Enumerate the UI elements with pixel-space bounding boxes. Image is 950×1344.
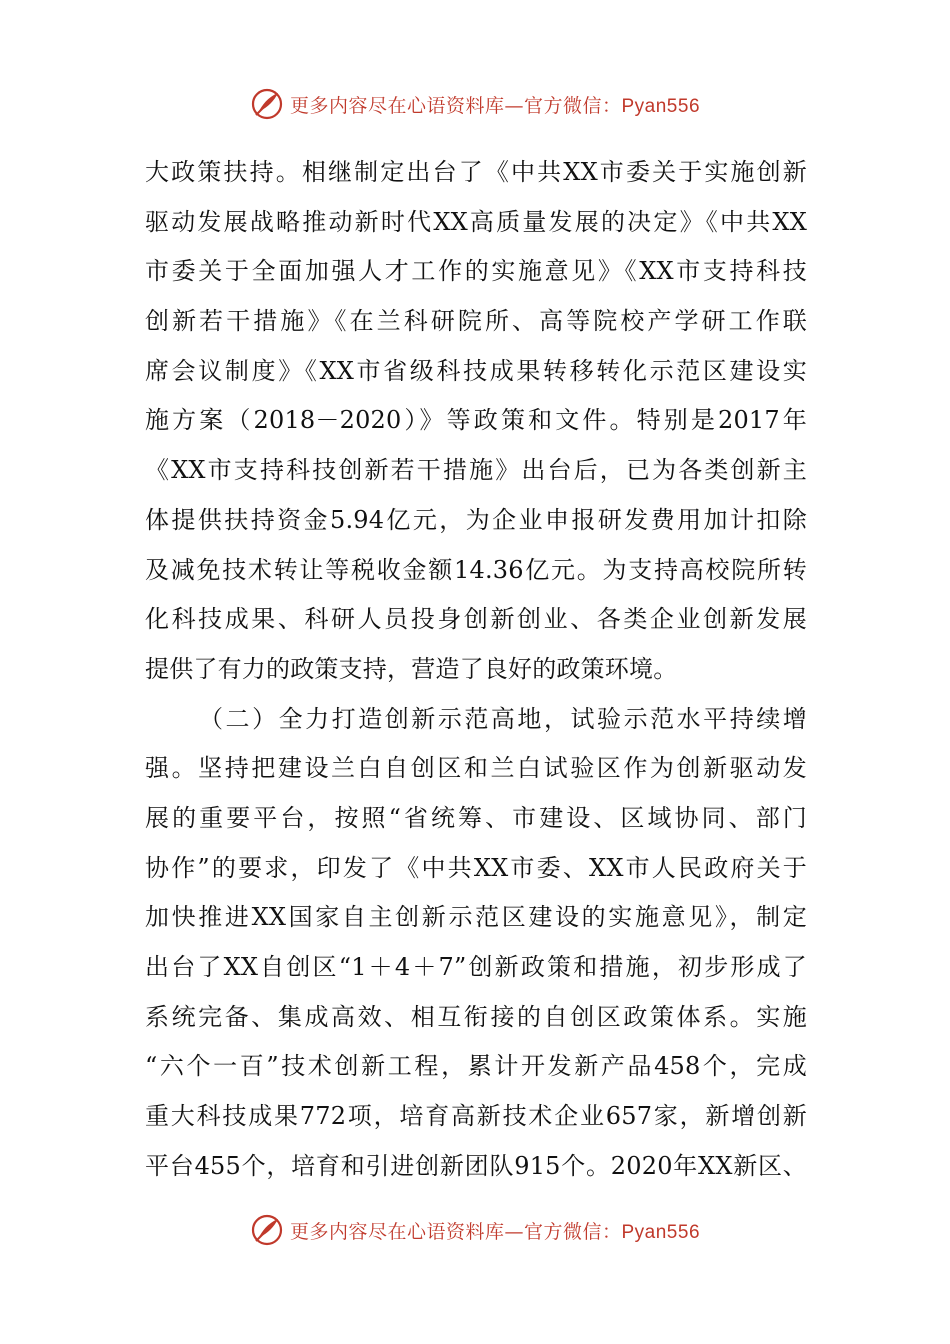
section-heading-line: （二）全力打造创新示范高地，试验示范水平持续增 <box>199 704 807 733</box>
body-line: 出台了XX自创区“1＋4＋7”创新政策和措施，初步形成了 <box>145 953 807 981</box>
body-line: 市委关于全面加强人才工作的实施意见》《XX市支持科技 <box>145 257 807 286</box>
body-line: 体提供扶持资金5.94亿元，为企业申报研发费用加计扣除 <box>145 505 807 534</box>
body-line: 加快推进XX国家自主创新示范区建设的实施意见》，制定 <box>145 903 807 932</box>
feather-pen-logo-icon <box>250 87 284 121</box>
header-watermark <box>0 84 950 124</box>
feather-pen-logo-icon <box>250 1213 284 1247</box>
body-line: 创新若干措施》《在兰科研院所、高等院校产学研工作联 <box>145 307 807 336</box>
body-line: 协作”的要求，印发了《中共XX市委、XX市人民政府关于 <box>145 853 807 882</box>
footer-watermark <box>0 1210 950 1250</box>
body-line: 重大科技成果772项，培育高新技术企业657家，新增创新 <box>145 1102 807 1131</box>
watermark-text: 更多内容尽在心语资料库—官方微信：Pyan556 <box>289 94 701 117</box>
body-line: 驱动发展战略推动新时代XX高质量发展的决定》《中共XX <box>145 207 807 236</box>
body-line: 施方案（2018－2020）》等政策和文件。特别是2017年 <box>145 406 807 435</box>
watermark-text: 更多内容尽在心语资料库—官方微信：Pyan556 <box>289 1220 701 1243</box>
body-line: 平台455个，培育和引进创新团队915个。2020年XX新区、 <box>145 1151 807 1180</box>
body-line: 席会议制度》《XX市省级科技成果转移转化示范区建设实 <box>145 356 807 385</box>
body-line: 强。坚持把建设兰白自创区和兰白试验区作为创新驱动发 <box>145 754 807 783</box>
body-line: 大政策扶持。相继制定出台了《中共XX市委关于实施创新 <box>145 158 807 186</box>
body-line: 《XX市支持科技创新若干措施》出台后，已为各类创新主 <box>145 456 807 485</box>
body-line: 系统完备、集成高效、相互衔接的自创区政策体系。实施 <box>145 1002 807 1031</box>
document-body <box>145 148 807 1191</box>
body-line: 化科技成果、科研人员投身创新创业、各类企业创新发展 <box>145 605 807 634</box>
body-line: 及减免技术转让等税收金额14.36亿元。为支持高校院所转 <box>145 555 807 584</box>
body-line: 提供了有力的政策支持，营造了良好的政策环境。 <box>145 654 678 683</box>
body-line: “六个一百”技术创新工程，累计开发新产品458个，完成 <box>145 1052 807 1081</box>
body-line: 展的重要平台，按照“省统筹、市建设、区域协同、部门 <box>145 803 807 832</box>
